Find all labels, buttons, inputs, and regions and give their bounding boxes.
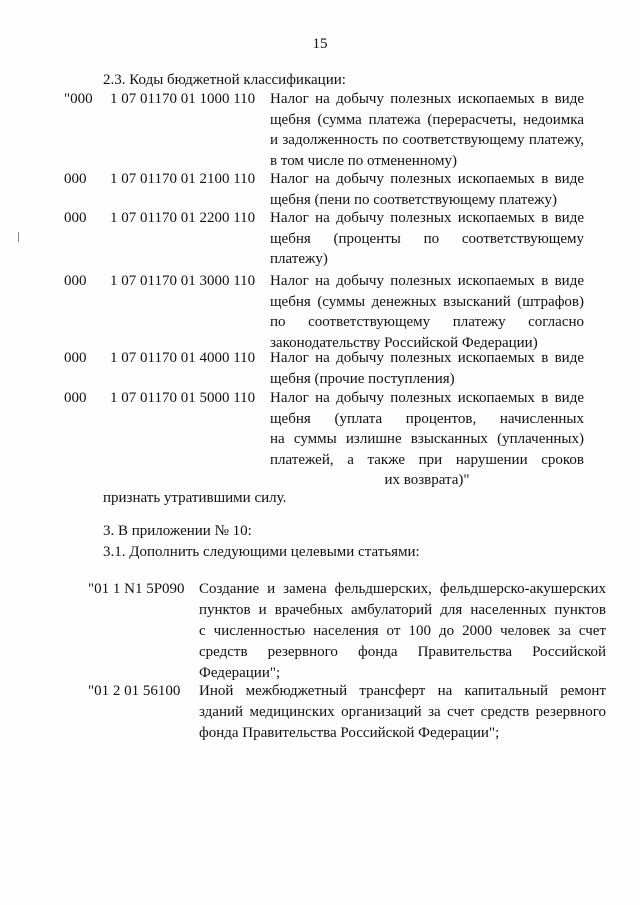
kbk-code: 1 07 01170 01 4000 110 [110, 350, 256, 366]
target-article-code: "01 1 N1 5P090 [88, 581, 185, 597]
kbk-code: 1 07 01170 01 5000 110 [110, 390, 256, 406]
description-line: Иной межбюджетный трансферт на капитальный ремонт [199, 683, 606, 699]
description-line: зданий медицинских организаций за счет средств резервного [199, 704, 606, 720]
section-2-3-heading: 2.3. Коды бюджетной классификации: [103, 72, 346, 88]
description-line: по соответствующему платежу согласно [270, 314, 584, 330]
kbk-description [270, 169, 584, 210]
description-line: щебня (пени по соответствующему платежу) [270, 191, 557, 208]
description-line: их возврата)" [384, 472, 470, 488]
kbk-code: 1 07 01170 01 1000 110 [110, 91, 256, 107]
kbk-description [270, 388, 584, 491]
kbk-code: 1 07 01170 01 3000 110 [110, 273, 256, 289]
section-3-1-heading: 3.1. Дополнить следующими целевыми статьями: [103, 544, 420, 560]
description-line: законодательству Российской Федерации) [270, 334, 538, 351]
kbk-admin-code: 000 [64, 390, 87, 406]
kbk-description [270, 89, 584, 171]
description-line: Налог на добычу полезных ископаемых в виде [270, 273, 584, 289]
kbk-code: 1 07 01170 01 2100 110 [110, 171, 256, 187]
kbk-admin-code: "000 [64, 91, 93, 107]
kbk-code: 1 07 01170 01 2200 110 [110, 210, 256, 226]
description-line: щебня (уплата процентов, начисленных [270, 410, 584, 427]
kbk-admin-code: 000 [64, 350, 87, 366]
description-line: щебня (проценты по соответствующему [270, 230, 584, 247]
target-article-description [199, 681, 606, 744]
repeal-clause: признать утратившими силу. [103, 490, 287, 506]
description-line: на суммы излишне взысканных (уплаченных) [270, 431, 584, 447]
description-line: с численностью населения от 100 до 2000 человек за счет [199, 623, 606, 639]
kbk-description [270, 348, 584, 389]
scan-artifact-mark [18, 232, 19, 242]
description-line: пунктов и врачебных амбулаторий для населенных пунктов [199, 602, 606, 618]
description-line: Федерации"; [199, 665, 281, 681]
kbk-description [270, 271, 584, 353]
description-line: щебня (суммы денежных взысканий (штрафов) [270, 293, 584, 310]
description-line: Налог на добычу полезных ископаемых в виде [270, 390, 584, 406]
page-number: 15 [312, 36, 328, 52]
description-line: щебня (прочие поступления) [270, 370, 455, 387]
description-line: платежей, а также при нарушении сроков [270, 451, 584, 468]
target-article-code: "01 2 01 56100 [88, 683, 181, 699]
description-line: Налог на добычу полезных ископаемых в виде [270, 210, 584, 226]
description-line: в том числе по отмененному) [270, 152, 457, 169]
kbk-admin-code: 000 [64, 171, 87, 187]
description-line: фонда Правительства Российской Федерации"; [199, 725, 500, 741]
description-line: и задолженность по соответствующему платежу, [270, 132, 584, 148]
target-article-description [199, 579, 606, 684]
section-3-heading: 3. В приложении № 10: [103, 523, 252, 539]
description-line: щебня (сумма платежа (перерасчеты, недоимка [270, 111, 584, 128]
description-line: Налог на добычу полезных ископаемых в виде [270, 91, 584, 107]
kbk-description [270, 208, 584, 270]
description-line: платежу) [270, 251, 328, 267]
description-line: Создание и замена фельдшерских, фельдшерско-акушерских [199, 581, 606, 597]
description-line: Налог на добычу полезных ископаемых в виде [270, 350, 584, 366]
kbk-admin-code: 000 [64, 273, 87, 289]
kbk-admin-code: 000 [64, 210, 87, 226]
description-line: Налог на добычу полезных ископаемых в виде [270, 171, 584, 187]
description-line: средств резервного фонда Правительства Российской [199, 644, 606, 660]
